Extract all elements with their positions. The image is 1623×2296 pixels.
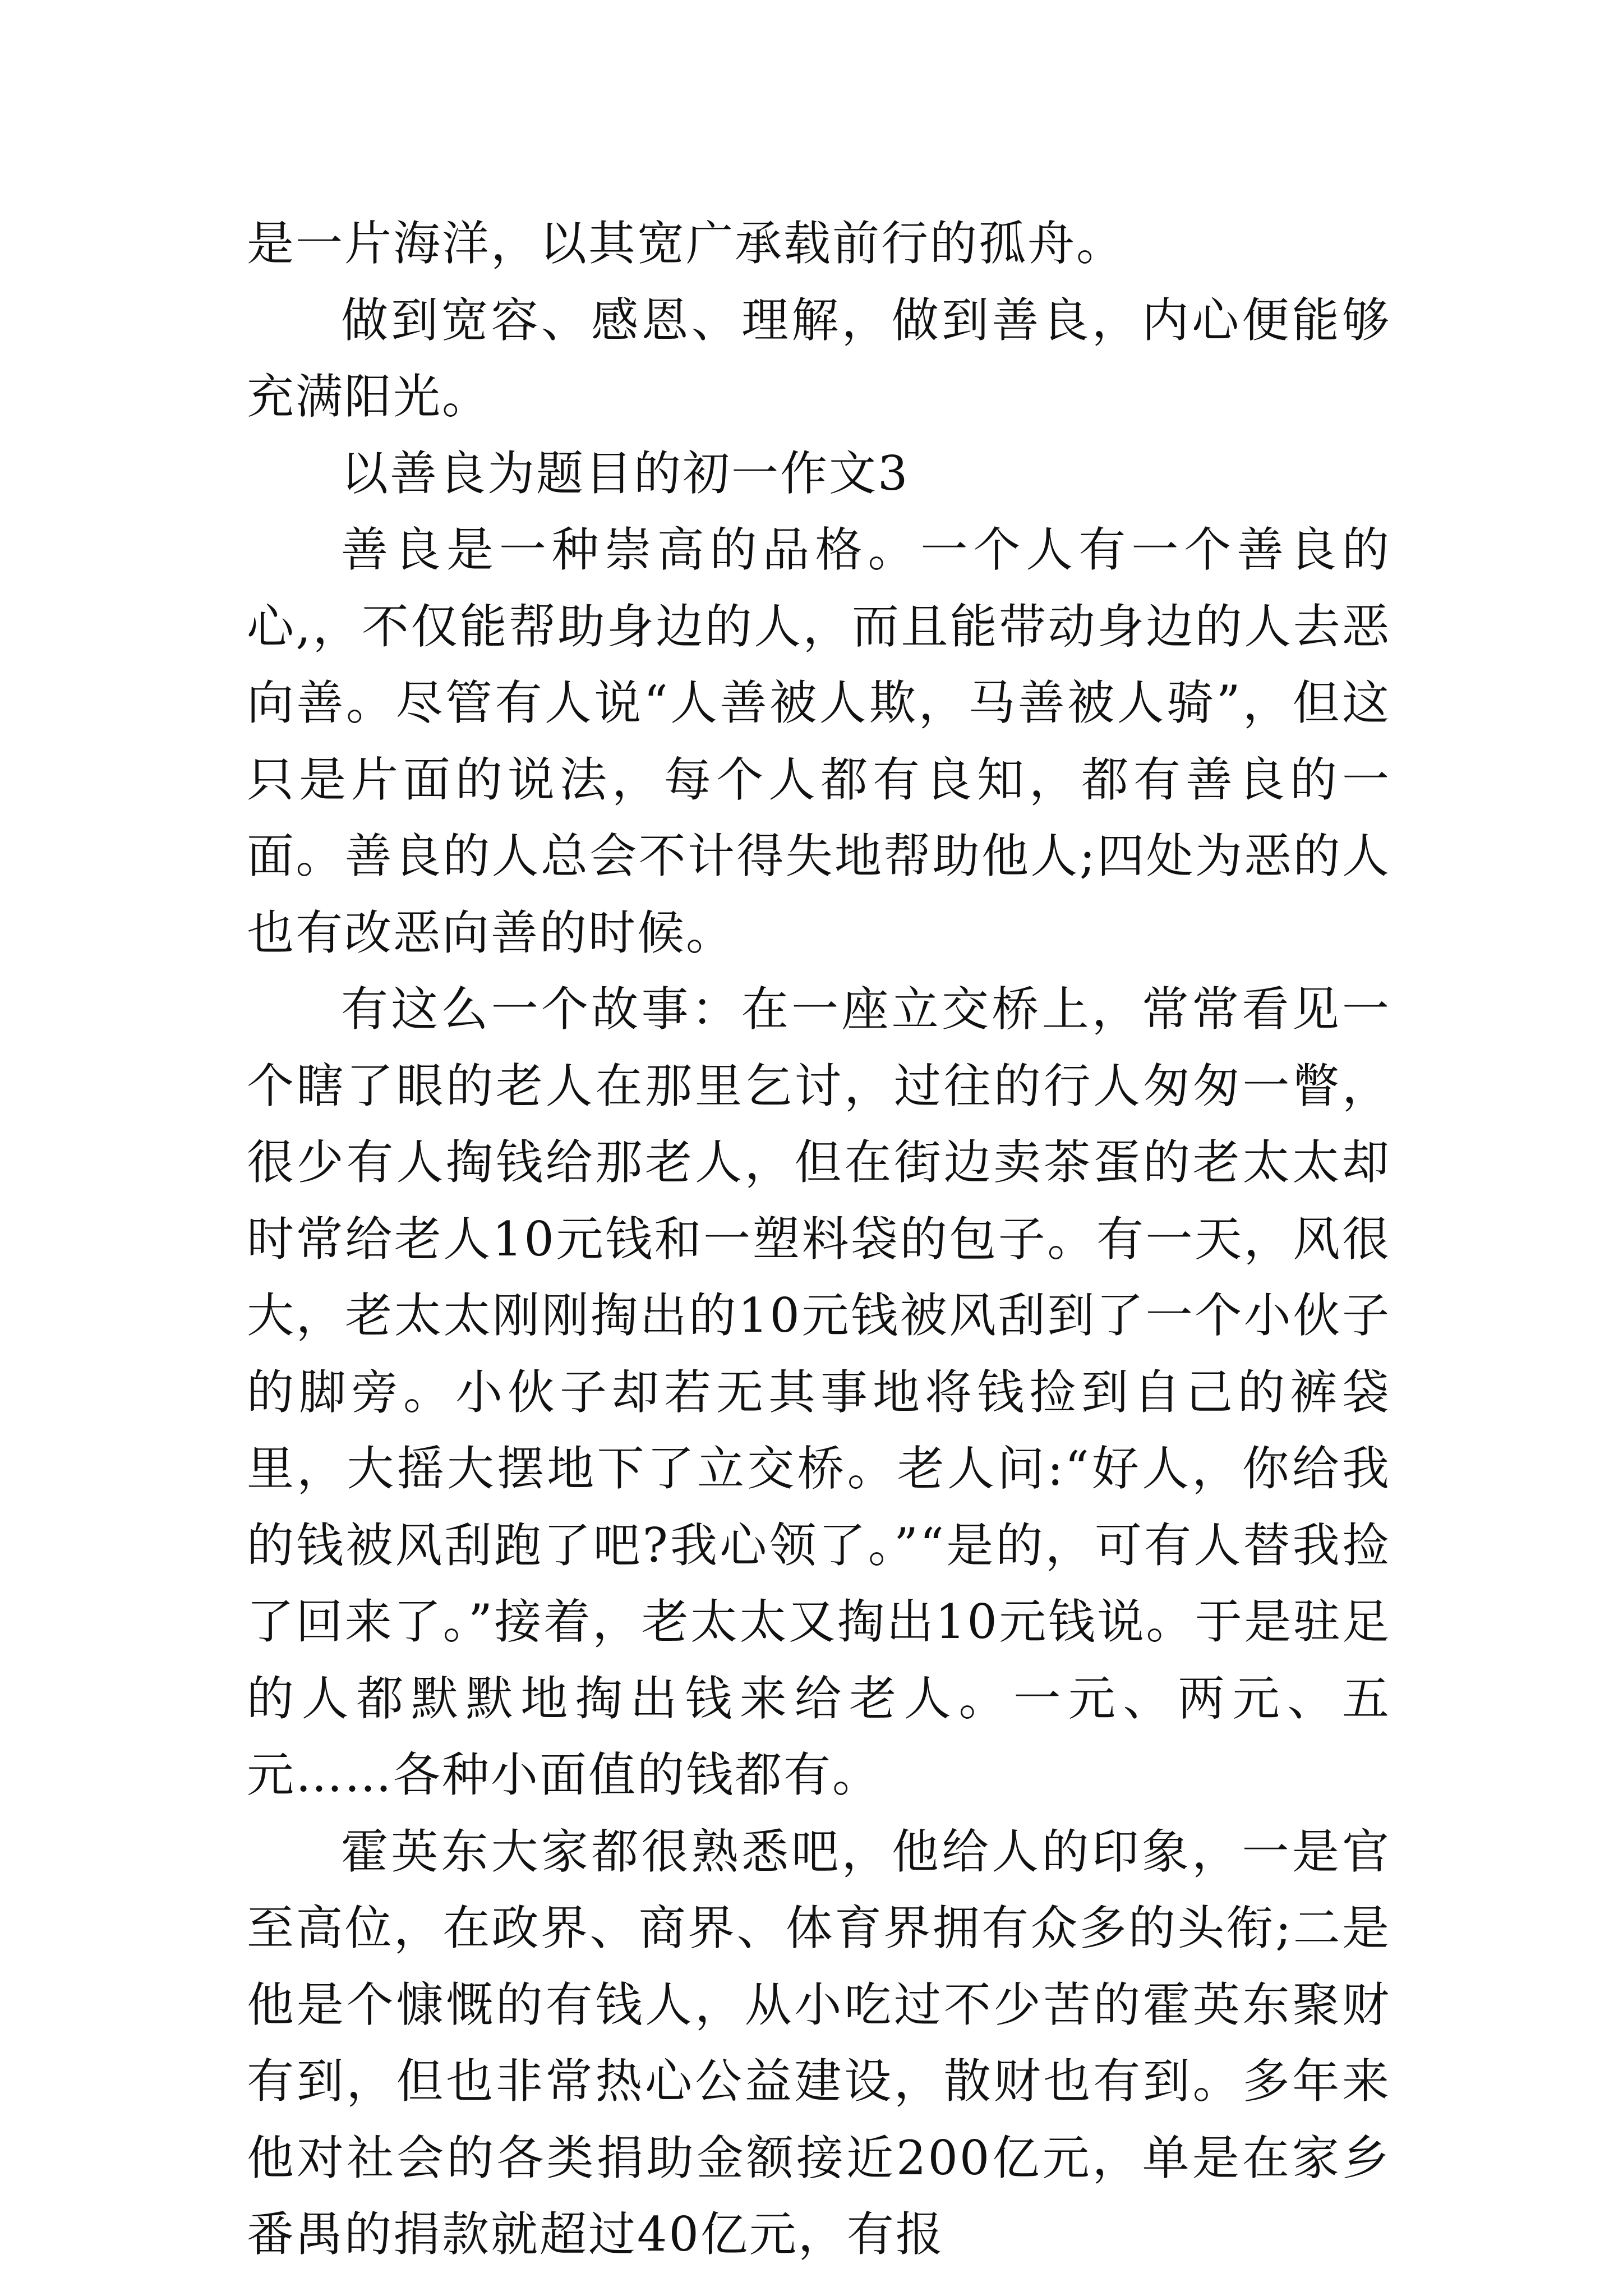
paragraph-conclusion: 做到宽容、感恩、理解，做到善良，内心便能够充满阳光。: [247, 292, 1391, 424]
essay-title: 以善良为题目的初一作文3: [341, 445, 910, 501]
paragraph-continuation: 是一片海洋，以其宽广承载前行的孤舟。: [247, 216, 1126, 271]
paragraph-intro: 善良是一种崇高的品格。一个人有一个善良的心,，不仅能帮助身边的人，而且能带动身边的人去恶向善。尽管有人说“人善被人欺，马善被人骑”，但这只是片面的说法，每个人都有良知，都有善良的一面。善良的人总会不计得失地帮助他人;四处为恶的人也有改恶向善的时候。: [247, 522, 1391, 960]
paragraph-story: 有这么一个故事：在一座立交桥上，常常看见一个瞎了眼的老人在那里乞讨，过往的行人匆匆一瞥，很少有人掏钱给那老人，但在街边卖茶蛋的老太太却时常给老人10元钱和一塑料袋的包子。有一天，风很大，老太太刚刚掏出的10元钱被风刮到了一个小伙子的脚旁。小伙子却若无其事地将钱捡到自己的裤袋里，大摇大摆地下了立交桥。老人问:“好人，你给我的钱被风刮跑了吧?我心领了。”“是的，可有人替我捡了回来了。”接着，老太太又掏出10元钱说。于是驻足的人都默默地掏出钱来给老人。一元、两元、五元……各种小面值的钱都有。: [247, 982, 1391, 1802]
paragraph-example: 霍英东大家都很熟悉吧，他给人的印象，一是官至高位，在政界、商界、体育界拥有众多的头衔;二是他是个慷慨的有钱人，从小吃过不少苦的霍英东聚财有到，但也非常热心公益建设，散财也有到。多年来他对社会的各类捐助金额接近200亿元，单是在家乡番禺的捐款就超过40亿元，有报: [247, 1824, 1391, 2262]
document-body: [247, 205, 1391, 2273]
